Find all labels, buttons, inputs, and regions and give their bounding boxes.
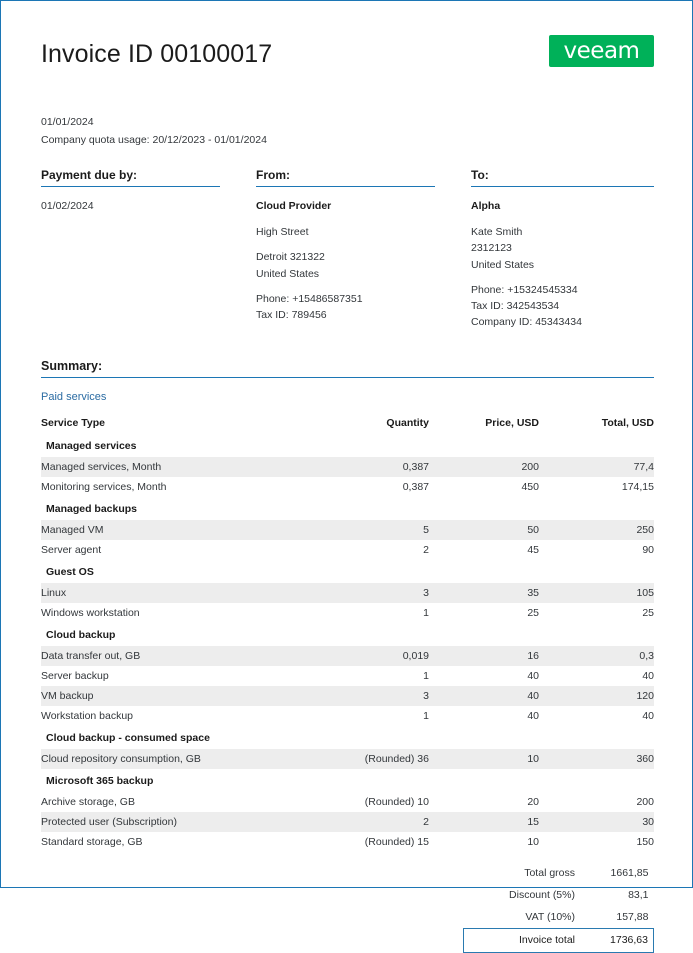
table-row xyxy=(41,832,654,852)
table-row xyxy=(41,812,654,832)
service-name: Workstation backup xyxy=(41,709,134,722)
table-row xyxy=(41,583,654,603)
from-city: Detroit 321322 xyxy=(256,251,325,264)
invoice-total-row xyxy=(464,928,654,952)
service-total: 40 xyxy=(642,709,654,722)
service-price: 35 xyxy=(429,583,539,603)
veeam-logo xyxy=(549,35,654,67)
service-group-label: Managed services xyxy=(46,440,137,453)
to-company-id: Company ID: 45343434 xyxy=(471,316,582,329)
service-total: 174,15 xyxy=(621,480,654,493)
service-group-header xyxy=(41,726,654,749)
summary-heading: Summary: xyxy=(41,359,654,378)
from-company-name: Cloud Provider xyxy=(256,199,332,212)
service-quantity: (Rounded) 36 xyxy=(324,749,429,769)
payment-due-block xyxy=(41,168,256,331)
service-quantity: 5 xyxy=(324,520,429,540)
total-label: Invoice total xyxy=(464,928,588,952)
service-group-header xyxy=(41,434,654,457)
to-tax-id: Tax ID: 342543534 xyxy=(471,300,560,313)
table-row xyxy=(41,749,654,769)
service-quantity: 2 xyxy=(423,543,429,556)
from-block xyxy=(256,168,471,331)
total-label: Discount (5%) xyxy=(509,888,575,901)
service-price: 15 xyxy=(429,812,539,832)
total-row xyxy=(464,884,654,906)
service-quantity: 1 xyxy=(423,709,429,722)
table-row xyxy=(41,520,654,540)
service-price: 45 xyxy=(527,543,539,556)
service-name: Server backup xyxy=(41,669,109,682)
to-company-name: Alpha xyxy=(471,199,501,212)
totals-table xyxy=(463,862,654,953)
service-price: 20 xyxy=(527,795,539,808)
service-total: 120 xyxy=(539,686,654,706)
paid-services-link[interactable]: Paid services xyxy=(41,390,107,403)
column-header-total: Total, USD xyxy=(601,416,654,429)
document-header xyxy=(41,35,654,113)
total-row xyxy=(464,906,654,929)
to-phone: Phone: +15324545334 xyxy=(471,283,578,296)
table-row xyxy=(41,457,654,477)
totals-table-body xyxy=(464,862,654,953)
logo-text: veeam xyxy=(563,37,640,64)
service-quantity: 1 xyxy=(423,669,429,682)
service-quantity: 0,019 xyxy=(324,646,429,666)
service-total: 25 xyxy=(642,606,654,619)
total-value: 1661,85 xyxy=(610,866,649,879)
service-name: Archive storage, GB xyxy=(41,795,135,808)
total-value: 157,88 xyxy=(616,910,649,923)
column-header-quantity: Quantity xyxy=(386,416,429,429)
page-title: Invoice ID 00100017 xyxy=(41,40,273,68)
service-price: 16 xyxy=(429,646,539,666)
to-block xyxy=(471,168,654,331)
service-quantity: 2 xyxy=(324,812,429,832)
from-tax-id: Tax ID: 789456 xyxy=(256,309,327,322)
service-quantity: (Rounded) 15 xyxy=(364,835,429,848)
payment-due-heading: Payment due by: xyxy=(41,168,220,187)
total-label: Total gross xyxy=(524,866,575,879)
service-group-header xyxy=(41,560,654,583)
column-header-price: Price, USD xyxy=(485,416,539,429)
table-header-row xyxy=(41,412,654,434)
service-total: 90 xyxy=(642,543,654,556)
table-row xyxy=(41,666,654,686)
issue-date: 01/01/2024 xyxy=(41,116,94,128)
service-name: Server agent xyxy=(41,543,102,556)
service-quantity: 1 xyxy=(423,606,429,619)
service-name: Data transfer out, GB xyxy=(41,646,324,666)
service-name: Managed VM xyxy=(41,520,324,540)
parties-section xyxy=(41,168,654,331)
service-quantity: 3 xyxy=(324,686,429,706)
quota-usage-period: Company quota usage: 20/12/2023 - 01/01/2024 xyxy=(41,134,267,147)
services-table xyxy=(41,412,654,852)
from-street: High Street xyxy=(256,226,309,239)
service-price: 40 xyxy=(527,709,539,722)
service-name: Windows workstation xyxy=(41,606,140,619)
total-value: 1736,63 xyxy=(587,928,654,952)
services-table-body xyxy=(41,434,654,852)
service-price: 25 xyxy=(527,606,539,619)
service-group-label: Cloud backup xyxy=(46,629,116,642)
service-total: 40 xyxy=(642,669,654,682)
service-group-label: Guest OS xyxy=(46,566,94,579)
payment-due-date: 01/02/2024 xyxy=(41,199,94,212)
to-heading: To: xyxy=(471,168,654,187)
service-total: 77,4 xyxy=(539,457,654,477)
total-row xyxy=(464,862,654,884)
service-total: 360 xyxy=(539,749,654,769)
from-country: United States xyxy=(256,267,320,280)
table-row xyxy=(41,477,654,497)
service-price: 10 xyxy=(429,749,539,769)
service-group-header xyxy=(41,497,654,520)
totals-section xyxy=(41,862,654,953)
service-name: Standard storage, GB xyxy=(41,835,143,848)
service-group-header xyxy=(41,769,654,792)
service-price: 200 xyxy=(429,457,539,477)
service-name: Monitoring services, Month xyxy=(41,480,167,493)
service-name: Cloud repository consumption, GB xyxy=(41,749,324,769)
to-contact: Kate Smith xyxy=(471,226,523,239)
to-country: United States xyxy=(471,258,535,271)
service-total: 200 xyxy=(636,795,654,808)
table-row xyxy=(41,540,654,560)
table-row xyxy=(41,603,654,623)
service-group-label: Managed backups xyxy=(46,503,138,516)
service-price: 40 xyxy=(527,669,539,682)
service-total: 30 xyxy=(539,812,654,832)
service-quantity: 0,387 xyxy=(402,480,429,493)
service-group-label: Cloud backup - consumed space xyxy=(46,732,210,745)
service-name: VM backup xyxy=(41,686,324,706)
from-heading: From: xyxy=(256,168,435,187)
from-phone: Phone: +15486587351 xyxy=(256,292,363,305)
service-price: 50 xyxy=(429,520,539,540)
service-name: Managed services, Month xyxy=(41,457,324,477)
table-row xyxy=(41,646,654,666)
service-group-header xyxy=(41,623,654,646)
service-total: 0,3 xyxy=(539,646,654,666)
column-header-service: Service Type xyxy=(41,416,106,429)
service-quantity: (Rounded) 10 xyxy=(364,795,429,808)
service-price: 40 xyxy=(429,686,539,706)
table-row xyxy=(41,706,654,726)
to-street: 2312123 xyxy=(471,242,512,255)
service-name: Linux xyxy=(41,583,324,603)
service-group-label: Microsoft 365 backup xyxy=(46,775,154,788)
service-price: 450 xyxy=(521,480,539,493)
service-price: 10 xyxy=(527,835,539,848)
total-value: 83,1 xyxy=(628,888,649,901)
table-row xyxy=(41,792,654,812)
service-total: 150 xyxy=(636,835,654,848)
service-total: 105 xyxy=(539,583,654,603)
table-row xyxy=(41,686,654,706)
service-quantity: 3 xyxy=(324,583,429,603)
service-quantity: 0,387 xyxy=(324,457,429,477)
service-name: Protected user (Subscription) xyxy=(41,812,324,832)
service-total: 250 xyxy=(539,520,654,540)
total-label: VAT (10%) xyxy=(525,910,575,923)
